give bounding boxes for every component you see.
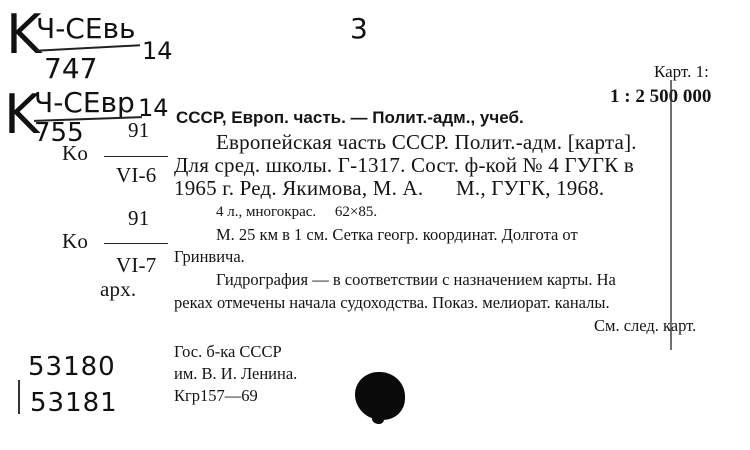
call-number-2-left: Ko <box>62 229 89 253</box>
accession-number-2: 53181 <box>30 388 118 418</box>
shelfmark-1-rule <box>36 44 140 51</box>
kart-label: Карт. 1: <box>654 62 709 81</box>
note-1-line-1: М. 25 км в 1 см. Сетка геогр. координат. Долгота от <box>216 225 578 244</box>
note-2-line-1: Гидрография — в соответствии с назначением карты. На <box>216 270 616 289</box>
note-1-line-2: Гринвича. <box>174 247 245 266</box>
shelfmark-1-right: 14 <box>142 37 173 65</box>
call-number-archive-note: арх. <box>100 277 137 301</box>
library-line-2: им. В. И. Ленина. <box>174 364 298 383</box>
library-line-1: Гос. б-ка СССР <box>174 342 282 361</box>
call-number-1-bottom: VI-6 <box>116 163 157 187</box>
physical-description: 4 л., многокрас. 62×85. <box>216 204 378 220</box>
scan-artifact-line <box>670 80 672 350</box>
shelfmark-2-k: K <box>4 83 40 146</box>
ink-blot <box>355 372 405 420</box>
shelfmark-2-top: Ч-СЕвр <box>34 86 135 119</box>
title-line-2: Для сред. школы. Г-1317. Сост. ф-кой № 4 ГУГК в <box>174 153 634 177</box>
call-number-2-rule <box>104 243 168 244</box>
see-next-card: См. след. карт. <box>594 316 697 335</box>
call-number-1-rule <box>104 156 168 157</box>
title-line-1: Европейская часть СССР. Полит.-адм. [карта]. <box>216 130 637 154</box>
shelfmark-1-top: Ч-СЕвь <box>36 12 136 45</box>
shelfmark-1-number: 747 <box>44 52 98 85</box>
shelfmark-2-right: 14 <box>138 94 169 122</box>
shelfmark-2-number: 755 <box>34 118 84 148</box>
accession-number-1: 53180 <box>28 352 116 382</box>
scale: 1 : 2 500 000 <box>610 86 712 107</box>
subject-heading: СССР, Европ. часть. — Полит.-адм., учеб. <box>176 108 524 127</box>
call-number-2-top: 91 <box>128 206 150 230</box>
page-number: 3 <box>350 12 368 45</box>
call-number-1-top: 91 <box>128 118 150 142</box>
ink-blot-tail <box>372 414 384 424</box>
call-number-2-bottom: VI-7 <box>116 253 157 277</box>
shelfmark-1-k: K <box>6 3 42 66</box>
library-line-3: Кгр157—69 <box>174 386 258 405</box>
call-number-1-left: Ko <box>62 141 89 165</box>
accession-bracket <box>18 380 20 414</box>
title-line-3: 1965 г. Ред. Якимова, М. А. М., ГУГК, 1968. <box>174 176 605 200</box>
note-2-line-2: реках отмечены начала судоходства. Показ. мелиорат. каналы. <box>174 293 610 312</box>
